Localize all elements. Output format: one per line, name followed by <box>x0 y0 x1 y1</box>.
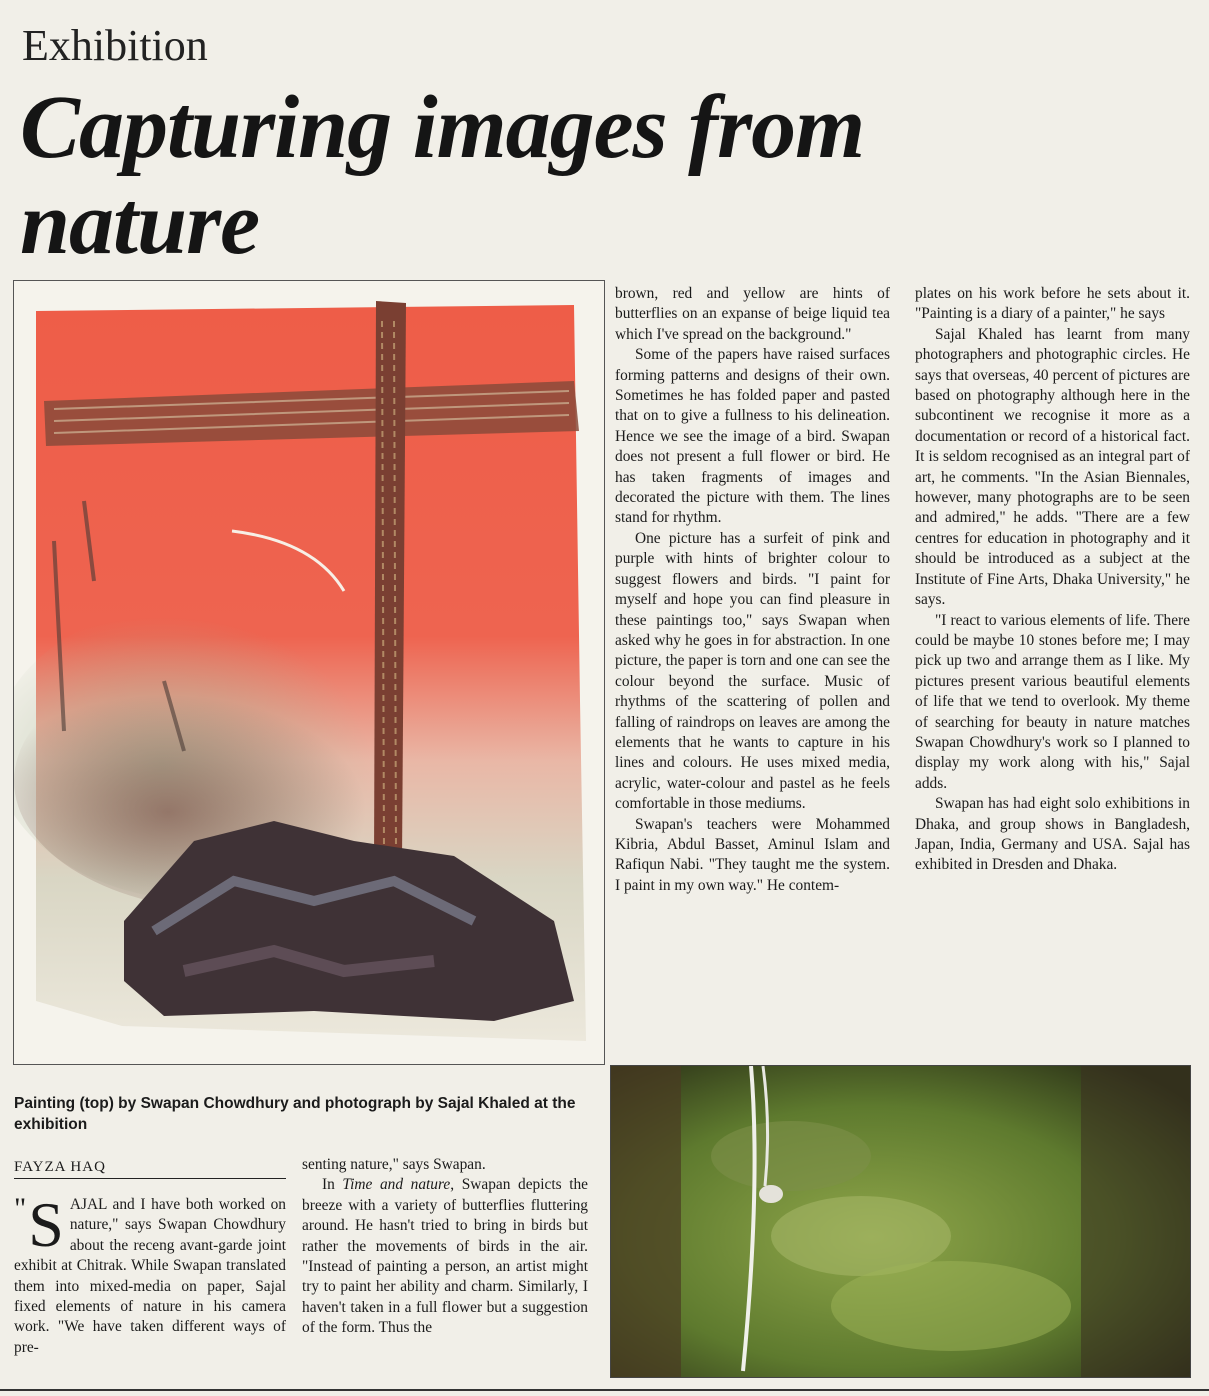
opening-paragraph <box>14 1189 286 1358</box>
paragraph: Some of the papers have raised surfaces forming patterns and designs of their own. Sometimes he has folded paper and pasted that on to give a fullness to his delineation. Hence we see the image of a bird. Swapan does not present a full flower or bird. He has taken fragments of images and decorated the picture with them. The lines stand for rhythm. <box>615 346 890 527</box>
paragraph: senting nature," says Swapan. <box>302 1156 486 1173</box>
article-column-3 <box>615 284 890 896</box>
paragraph: Swapan has had eight solo exhibitions in Dhaka, and group shows in Bangladesh, Japan, India, Germany and USA. Sajal has exhibited in Dresden and Dhaka. <box>915 795 1190 874</box>
byline: FAYZA HAQ <box>14 1159 286 1179</box>
paragraph: "I react to various elements of life. There could be maybe 10 stones before me; I may pick up two and arrange them as I like. My pictures present various beautiful elements of life that we tend to overlook. My theme of searching for beauty in nature matches Swapan Chowdhury's work so I planned to display my work along with his," Sajal adds. <box>915 611 1190 792</box>
article-column-2 <box>302 1155 588 1339</box>
article-column-4 <box>915 284 1190 876</box>
article-column-1 <box>14 1189 286 1358</box>
drop-cap: S <box>28 1189 64 1260</box>
paragraph: brown, red and yellow are hints of butterflies on an expanse of beige liquid tea which I've spread on the background." <box>615 285 890 343</box>
paragraph <box>302 1175 588 1338</box>
paragraph-text: In <box>322 1176 343 1194</box>
paragraph: Swapan's teachers were Mohammed Kibria, Abdul Basset, Aminul Islam and Rafiqun Nabi. "They taught me the system. I paint in my own way." He contem- <box>615 815 890 894</box>
painting-image <box>13 280 605 1065</box>
paragraph: One picture has a surfeit of pink and purple with hints of brighter colour to suggest flowers and birds. "I paint for myself and hope you can find pleasure in these paintings too," says Swapan when asked why he goes in for abstraction. In one picture, the paper is torn and one can see the colour beyond the surface. Music of rhythms of the scattering of pollen and falling of raindrops on leaves are among the elements that he wants to capture in his lines and colours. He uses mixed media, acrylic, water-colour and pastel as he feels comfortable in those mediums. <box>615 529 890 813</box>
opening-quote-mark: " <box>14 1192 27 1225</box>
paragraph-text: AJAL and I have both worked on nature," says Swapan Chowdhury about the receng avant-garde joint exhibit at Chitrak. While Swapan translated them into mixed-media on paper, Sajal fixed elements of nature in his camera work. "We have taken different ways of pre- <box>14 1196 286 1356</box>
paragraph: Sajal Khaled has learnt from many photographers and photographic circles. He says that overseas, 40 percent of pictures are based on photography although here in the subcontinent we recognise it more as a documentation or record of a historical fact. It is seldom recognised as an integral part of art, he comments. "In the Asian Biennales, however, many photographs are to be seen and admired," he adds. "There are a few centres for education in photography and it should be introduced as a subject at the Institute of Fine Arts, Dhaka University," he says. <box>915 325 1190 609</box>
paragraph-text: , Swapan depicts the breeze with a variety of butterflies fluttering around. He hasn't tried to bring in birds but rather the movements of birds in the air. "Instead of painting a person, an artist might try to paint her ability and charm. Similarly, I haven't taken in a full flower but a suggestion of the form. Thus the <box>302 1176 589 1337</box>
work-title: Time and nature <box>342 1176 451 1194</box>
section-kicker: Exhibition <box>22 21 208 70</box>
headline: Capturing images from nature <box>20 78 865 273</box>
bottom-rule <box>0 1389 1209 1391</box>
moss-photograph <box>610 1065 1191 1378</box>
photo-caption: Painting (top) by Swapan Chowdhury and photograph by Sajal Khaled at the exhibition <box>14 1095 576 1133</box>
paragraph: plates on his work before he sets about it. "Painting is a diary of a painter," he says <box>915 285 1190 323</box>
